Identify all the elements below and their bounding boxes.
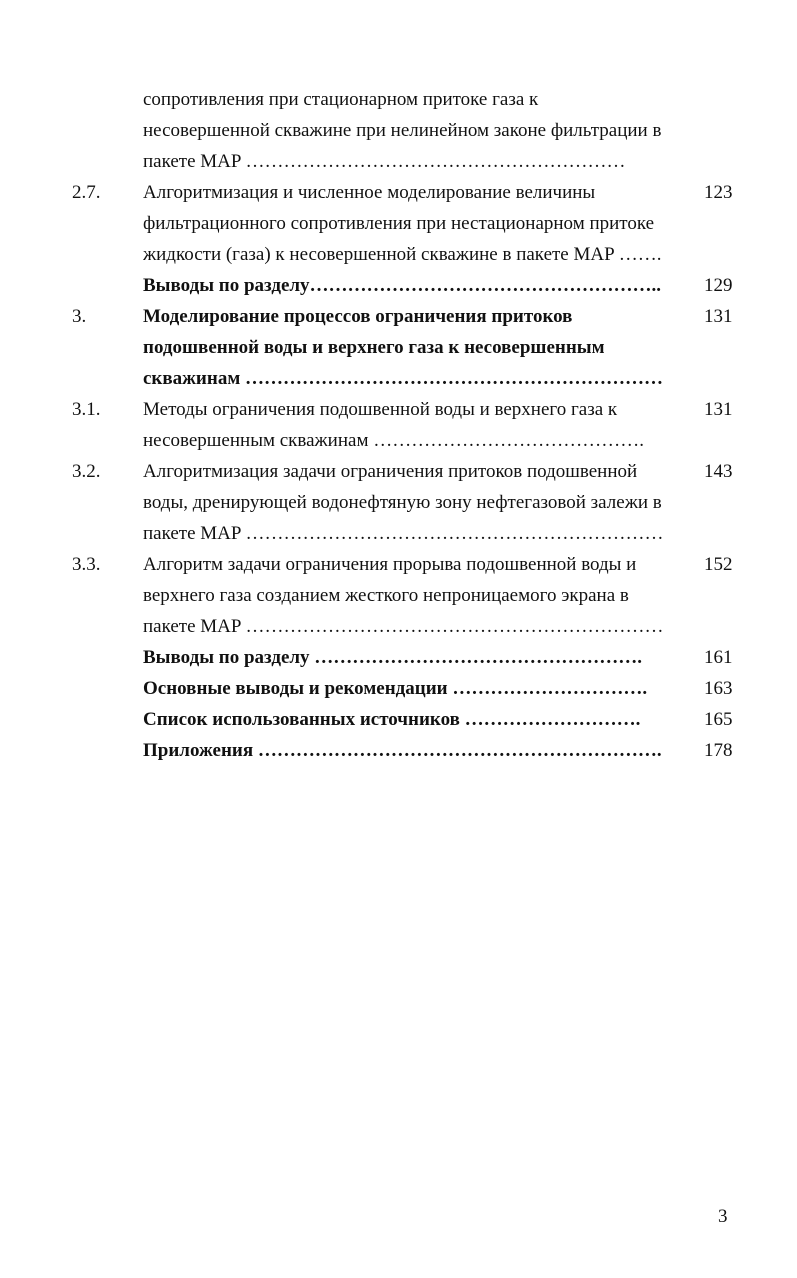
toc-entry-title-line: пакете MAP ………………………………………………………… — [143, 523, 664, 544]
toc-entry-page: 143 — [704, 461, 733, 482]
toc-entry-number: 3.1. — [72, 399, 101, 420]
toc-entry-page: 152 — [704, 554, 733, 575]
toc-entry-title-line: пакете MAP ………………………………………………………… — [143, 616, 664, 637]
toc-entry-title-line: Основные выводы и рекомендации …………………………. — [143, 678, 648, 699]
toc-entry-title — [143, 301, 688, 394]
toc-entry-number: 3.2. — [72, 461, 101, 482]
toc-entry-page: 123 — [704, 182, 733, 203]
toc-entry — [0, 270, 797, 301]
toc-entry — [0, 642, 797, 673]
toc-entry-title-line: сопротивления при стационарном притоке газа к — [143, 89, 539, 110]
toc-entry-title-line: Методы ограничения подошвенной воды и верхнего газа к — [143, 399, 618, 420]
toc-entry-page: 131 — [704, 306, 733, 327]
toc-entry-title — [143, 394, 688, 456]
toc-entry-number: 2.7. — [72, 182, 101, 203]
page-number: 3 — [718, 1206, 728, 1227]
toc-entry-title — [143, 270, 688, 301]
toc-entry-title-line: несовершенной скважине при нелинейном законе фильтрации в — [143, 120, 662, 141]
toc-entry-title-line: подошвенной воды и верхнего газа к несовершенным — [143, 337, 605, 358]
toc-entry-title — [143, 84, 688, 177]
toc-entry-title-line: Алгоритмизация и численное моделирование величины — [143, 182, 596, 203]
toc-entry-title — [143, 549, 688, 642]
table-of-contents — [0, 84, 797, 766]
toc-entry-title-line: несовершенным скважинам ……………………………………. — [143, 430, 644, 451]
toc-entry-page: 161 — [704, 647, 733, 668]
toc-entry-title-line: Моделирование процессов ограничения притоков — [143, 306, 573, 327]
toc-entry — [0, 177, 797, 270]
toc-entry-title — [143, 735, 688, 766]
toc-entry-number: 3.3. — [72, 554, 101, 575]
toc-entry-title-line: Выводы по разделу……………………………………………….. — [143, 275, 662, 296]
toc-entry-title — [143, 177, 688, 270]
toc-entry-page: 165 — [704, 709, 733, 730]
toc-entry-number: 3. — [72, 306, 87, 327]
toc-entry-page: 178 — [704, 740, 733, 761]
toc-entry-page: 129 — [704, 275, 733, 296]
toc-entry-title — [143, 642, 688, 673]
toc-entry-title-line: Приложения ………………………………………………………. — [143, 740, 662, 761]
toc-entry — [0, 673, 797, 704]
toc-entry-title-line: воды, дренирующей водонефтяную зону нефтегазовой залежи в — [143, 492, 662, 513]
toc-entry-title-line: Список использованных источников ………………………. — [143, 709, 641, 730]
toc-entry — [0, 704, 797, 735]
toc-entry — [0, 549, 797, 642]
toc-entry-title-line: скважинам ………………………………………………………… — [143, 368, 664, 389]
toc-entry-title-line: фильтрационного сопротивления при нестационарном притоке — [143, 213, 655, 234]
toc-entry-title — [143, 456, 688, 549]
toc-entry — [0, 301, 797, 394]
toc-entry — [0, 394, 797, 456]
toc-entry-title-line: верхнего газа созданием жесткого непроницаемого экрана в — [143, 585, 629, 606]
toc-entry-title-line: Алгоритм задачи ограничения прорыва подошвенной воды и — [143, 554, 637, 575]
toc-entry — [0, 84, 797, 177]
toc-entry-title-line: пакете MAP …………………………………………………… — [143, 151, 626, 172]
toc-entry-page: 163 — [704, 678, 733, 699]
toc-entry-title-line: Алгоритмизация задачи ограничения притоков подошвенной — [143, 461, 638, 482]
toc-entry — [0, 735, 797, 766]
toc-entry-title — [143, 704, 688, 735]
toc-entry-page: 131 — [704, 399, 733, 420]
toc-entry — [0, 456, 797, 549]
toc-entry-title-line: жидкости (газа) к несовершенной скважине в пакете MAP ……. — [143, 244, 662, 265]
toc-entry-title — [143, 673, 688, 704]
toc-entry-title-line: Выводы по разделу ……………………………………………. — [143, 647, 643, 668]
